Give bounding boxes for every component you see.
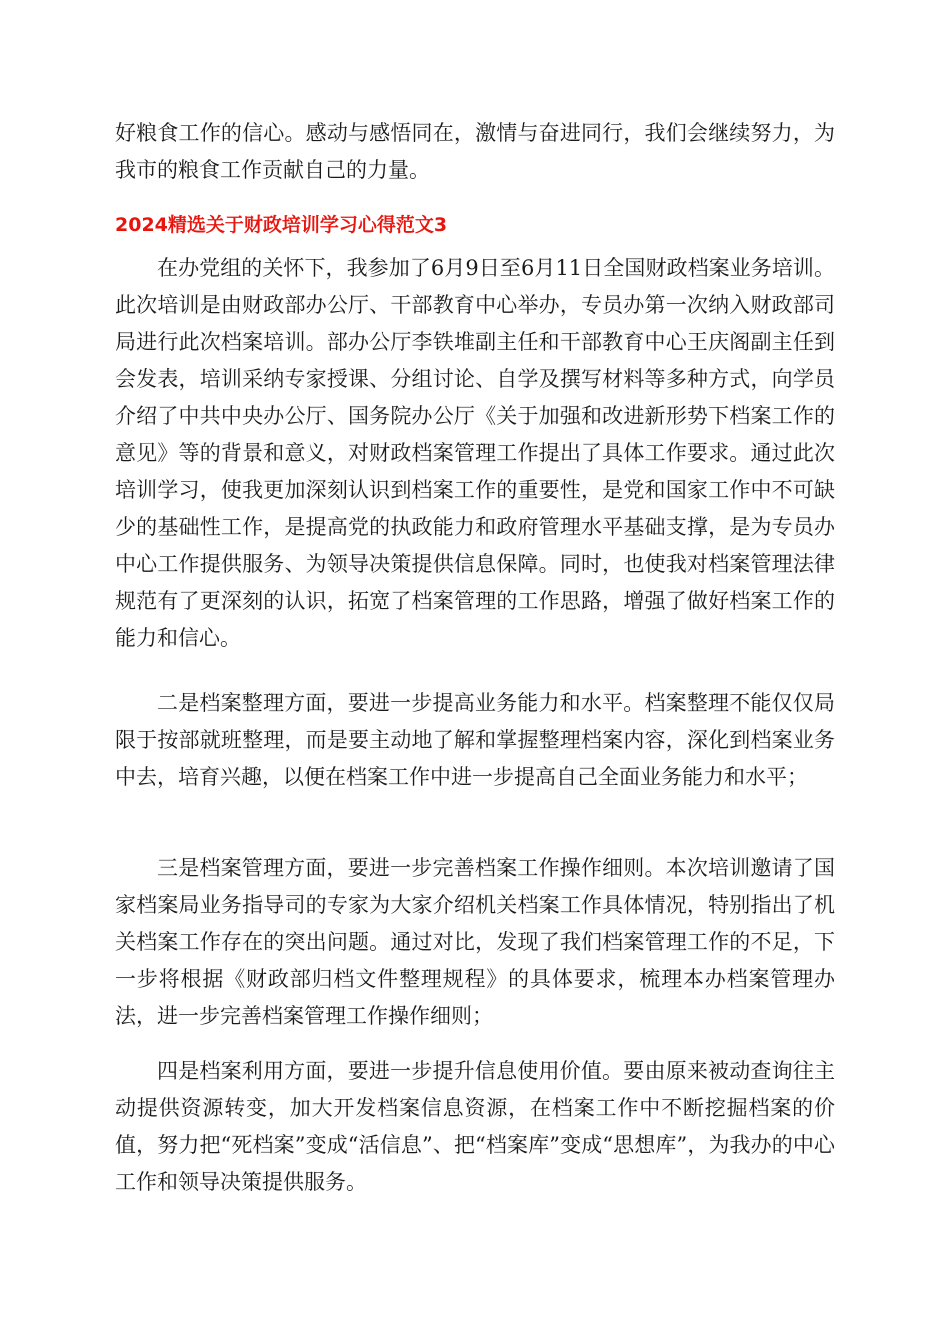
intro-paragraph: 好粮食工作的信心。感动与感悟同在，激情与奋进同行，我们会继续努力，为我市的粮食工作贡献自己的力量。 — [115, 121, 835, 182]
body-paragraph-2: 二是档案整理方面，要进一步提高业务能力和水平。档案整理不能仅仅局限于按部就班整理，而是要主动地了解和掌握整理档案内容，深化到档案业务中去，培育兴趣，以便在档案工作中进一步提高自己全面业务能力和水平； — [115, 691, 835, 789]
body-paragraph-1: 在办党组的关怀下，我参加了6月9日至6月11日全国财政档案业务培训。此次培训是由财政部办公厅、干部教育中心举办，专员办第一次纳入财政部司局进行此次档案培训。部办公厅李铁堆副主任和干部教育中心王庆阁副主任到会发表，培训采纳专家授课、分组讨论、自学及撰写材料等多种方式，向学员介绍了中共中央办公厅、国务院办公厅《关于加强和改进新形势下档案工作的意见》等的背景和意义，对财政档案管理工作提出了具体工作要求。通过此次培训学习，使我更加深刻认识到档案工作的重要性，是党和国家工作中不可缺少的基础性工作，是提高党的执政能力和政府管理水平基础支撑，是为专员办中心工作提供服务、为领导决策提供信息保障。同时，也使我对档案管理法律规范有了更深刻的认识，拓宽了档案管理的工作思路，增强了做好档案工作的能力和信心。 — [115, 256, 835, 650]
section-heading: 2024精选关于财政培训学习心得范文3 — [115, 214, 448, 236]
body-paragraph-4: 四是档案利用方面，要进一步提升信息使用价值。要由原来被动查询往主动提供资源转变，加大开发档案信息资源，在档案工作中不断挖掘档案的价值，努力把“死档案”变成“活信息”、把“档案库”变成“思想库”，为我办的中心工作和领导决策提供服务。 — [115, 1059, 835, 1194]
body-paragraph-3: 三是档案管理方面，要进一步完善档案工作操作细则。本次培训邀请了国家档案局业务指导司的专家为大家介绍机关档案工作具体情况，特别指出了机关档案工作存在的突出问题。通过对比，发现了我们档案管理工作的不足，下一步将根据《财政部归档文件整理规程》的具体要求，梳理本办档案管理办法，进一步完善档案管理工作操作细则； — [115, 856, 835, 1028]
